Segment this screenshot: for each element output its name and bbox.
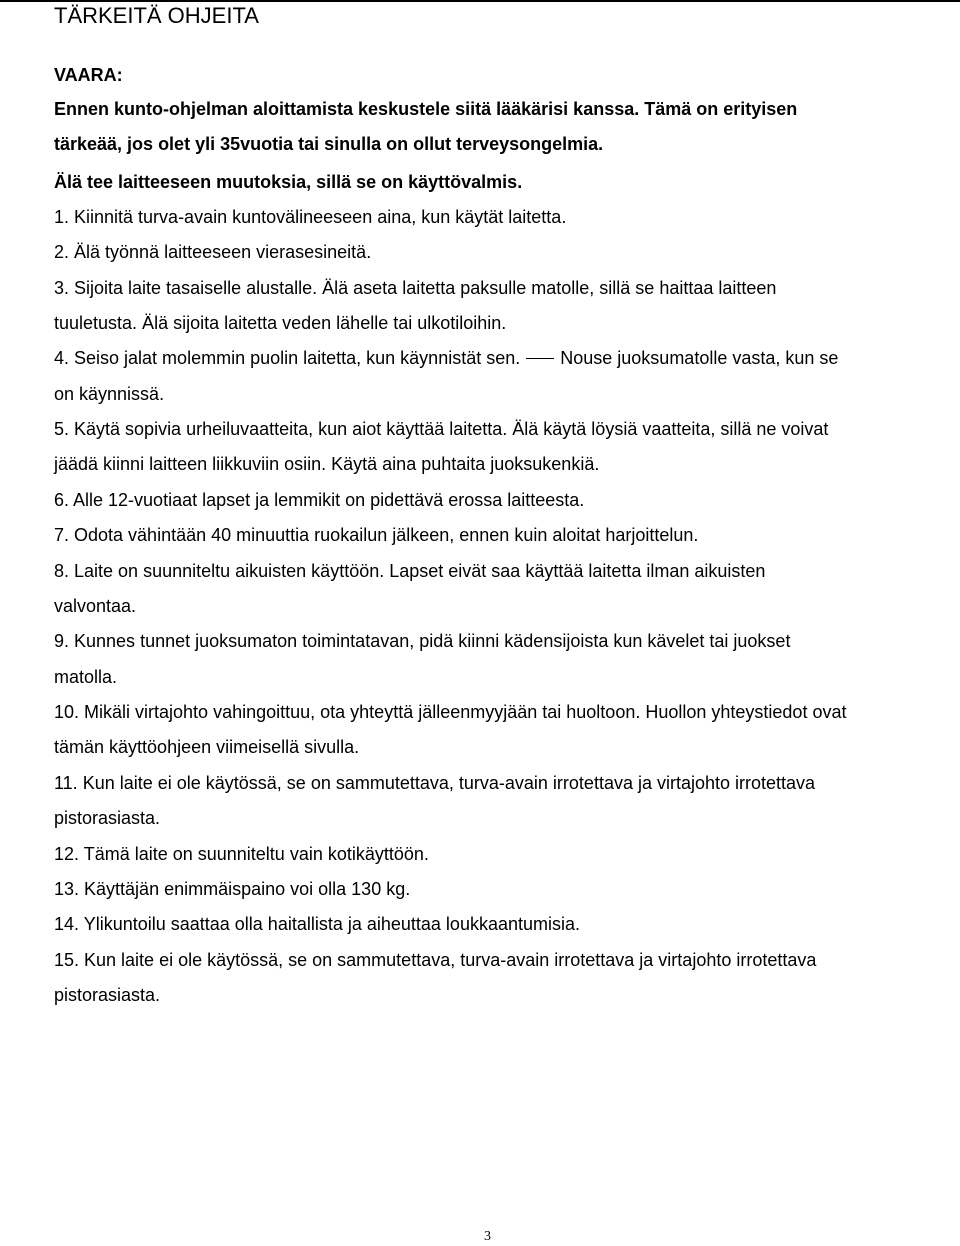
list-item-3-line-2: tuuletusta. Älä sijoita laitetta veden lähelle tai ulkotiloihin. [54, 313, 507, 333]
intro-line-1: Ennen kunto-ohjelman aloittamista keskustele siitä lääkärisi kanssa. Tämä on erityisen [54, 99, 798, 119]
list-item-9-line-1: 9. Kunnes tunnet juoksumaton toimintatavan, pidä kiinni kädensijoista kun kävelet tai juokset [54, 631, 791, 651]
list-item-9-line-2: matolla. [54, 667, 118, 687]
list-item-10-line-1: 10. Mikäli virtajohto vahingoittuu, ota yhteyttä jälleenmyyjään tai huoltoon. Huollon yhteystiedot ovat [54, 702, 847, 722]
warning-label: VAARA: [54, 65, 123, 85]
list-item-2: 2. Älä työnnä laitteeseen vierasesineitä. [54, 242, 372, 262]
list-item-14: 14. Ylikuntoilu saattaa olla haitallista ja aiheuttaa loukkaantumisia. [54, 914, 580, 934]
intro-line-2: tärkeää, jos olet yli 35vuotia tai sinulla on ollut terveysongelmia. [54, 134, 604, 154]
page-number: 3 [484, 1229, 491, 1244]
list-item-13: 13. Käyttäjän enimmäispaino voi olla 130 kg. [54, 879, 411, 899]
list-item-3-line-1: 3. Sijoita laite tasaiselle alustalle. Älä aseta laitetta paksulle matolle, sillä se haittaa laitteen [54, 278, 777, 298]
intro-line-3: Älä tee laitteeseen muutoksia, sillä se on käyttövalmis. [54, 172, 523, 192]
list-item-4-line-1 [54, 346, 838, 370]
list-item-5-line-1: 5. Käytä sopivia urheiluvaatteita, kun aiot käyttää laitetta. Älä käytä löysiä vaatteita, sillä ne voivat [54, 419, 829, 439]
list-item-11-line-2: pistorasiasta. [54, 808, 161, 828]
list-item-6: 6. Alle 12-vuotiaat lapset ja lemmikit on pidettävä erossa laitteesta. [54, 490, 585, 510]
list-item-8-line-2: valvontaa. [54, 596, 137, 616]
list-item-8-line-1: 8. Laite on suunniteltu aikuisten käyttöön. Lapset eivät saa käyttää laitetta ilman aikuisten [54, 561, 766, 581]
list-item-4-line-2: on käynnissä. [54, 384, 165, 404]
list-item-4-text-b: Nouse juoksumatolle vasta, kun se [560, 348, 839, 368]
list-item-7: 7. Odota vähintään 40 minuuttia ruokailun jälkeen, ennen kuin aloitat harjoittelun. [54, 525, 699, 545]
list-item-15-line-1: 15. Kun laite ei ole käytössä, se on sammutettava, turva-avain irrotettava ja virtajohto irrotettava [54, 950, 817, 970]
list-item-5-line-2: jäädä kiinni laitteen liikkuviin osiin. Käytä aina puhtaita juoksukenkiä. [54, 454, 600, 474]
list-item-12: 12. Tämä laite on suunniteltu vain kotikäyttöön. [54, 844, 429, 864]
page-title: TÄRKEITÄ OHJEITA [54, 3, 259, 28]
dash-line [526, 358, 554, 359]
list-item-4-text-a: 4. Seiso jalat molemmin puolin laitetta, kun käynnistät sen. [54, 348, 521, 368]
list-item-15-line-2: pistorasiasta. [54, 985, 161, 1005]
list-item-10-line-2: tämän käyttöohjeen viimeisellä sivulla. [54, 737, 360, 757]
list-item-11-line-1: 11. Kun laite ei ole käytössä, se on sammutettava, turva-avain irrotettava ja virtajohto irrotettava [54, 773, 816, 793]
list-item-1: 1. Kiinnitä turva-avain kuntovälineeseen aina, kun käytät laitetta. [54, 207, 567, 227]
